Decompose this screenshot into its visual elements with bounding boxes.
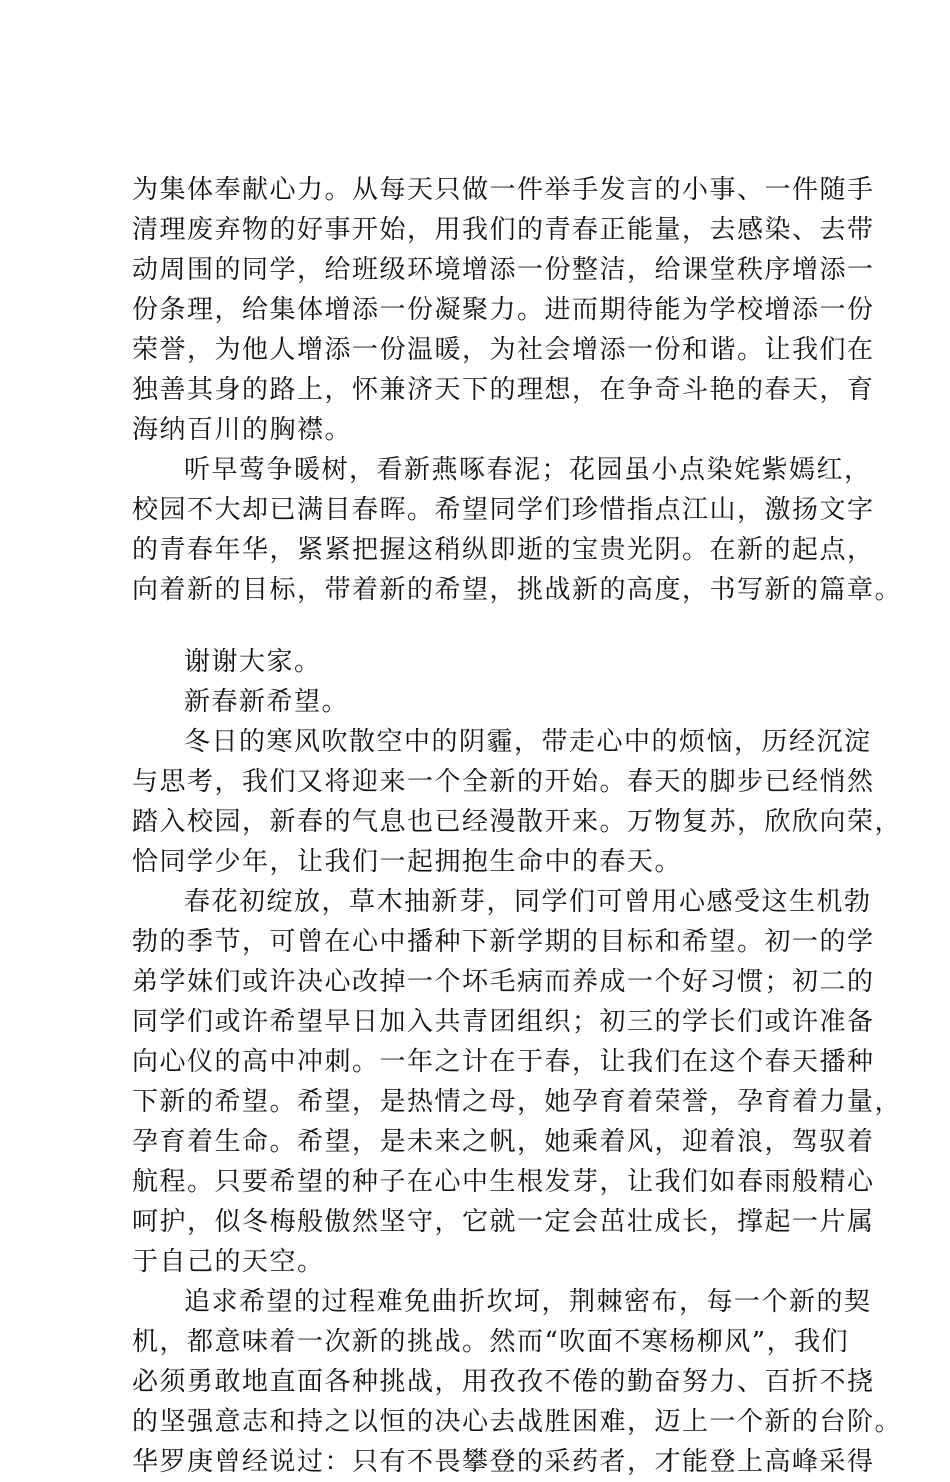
text-line: 冬日的寒风吹散空中的阴霾，带走心中的烦恼，历经沉淀: [184, 727, 872, 757]
document-page: [132, 170, 903, 1482]
text-line: 追求希望的过程难免曲折坎坷，荆棘密布，每一个新的契: [184, 1287, 872, 1317]
text-line: 恰同学少年，让我们一起拥抱生命中的春天。: [132, 847, 683, 877]
paragraph-spring-campus: [132, 450, 903, 610]
section-title: 新春新希望。: [184, 687, 350, 717]
paragraph-spacer: [132, 610, 832, 642]
text-line: 下新的希望。希望，是热情之母，她孕育着荣誉，孕育着力量，: [132, 1087, 903, 1117]
text-line: 为集体奉献心力。从每天只做一件举手发言的小事、一件随手: [132, 175, 875, 205]
closing-thanks: 谢谢大家。: [184, 647, 322, 677]
text-line: 弟学妹们或许决心改掉一个坏毛病而养成一个好习惯；初二的: [132, 967, 875, 997]
text-line: 份条理，给集体增添一份凝聚力。进而期待能为学校增添一份: [132, 295, 875, 325]
text-line: 听早莺争暖树，看新燕啄春泥；花园虽小点染姹紫嫣红，: [184, 455, 872, 485]
text-line: 的青春年华，紧紧把握这稍纵即逝的宝贵光阴。在新的起点，: [132, 535, 875, 565]
paragraph-winter-wind: [132, 722, 903, 882]
text-line: 春花初绽放，草木抽新芽，同学们可曾用心感受这生机勃: [184, 887, 872, 917]
text-line: 与思考，我们又将迎来一个全新的开始。春天的脚步已经悄然: [132, 767, 875, 797]
paragraph-pursuit-of-hope: [132, 1282, 903, 1482]
text-line: 于自己的天空。: [132, 1247, 325, 1277]
text-line: 呵护，似冬梅般傲然坚守，它就一定会茁壮成长，撑起一片属: [132, 1207, 875, 1237]
text-line: 航程。只要希望的种子在心中生根发芽，让我们如春雨般精心: [132, 1167, 875, 1197]
text-line: 荣誉，为他人增添一份温暖，为社会增添一份和谐。让我们在: [132, 335, 875, 365]
text-line: 的坚强意志和持之以恒的决心去战胜困难，迈上一个新的台阶。: [132, 1407, 903, 1437]
text-line: 清理废弃物的好事开始，用我们的青春正能量，去感染、去带: [132, 215, 875, 245]
paragraph-collective-contribution: [132, 170, 875, 450]
text-line: 校园不大却已满目春晖。希望同学们珍惜指点江山，激扬文字: [132, 495, 875, 525]
text-line: 踏入校园，新春的气息也已经漫散开来。万物复苏，欣欣向荣，: [132, 807, 903, 837]
text-line: 独善其身的路上，怀兼济天下的理想，在争奇斗艳的春天，育: [132, 375, 875, 405]
text-line: 勃的季节，可曾在心中播种下新学期的目标和希望。初一的学: [132, 927, 875, 957]
text-line: 向着新的目标，带着新的希望，挑战新的高度，书写新的篇章。: [132, 575, 903, 605]
text-line: 机，都意味着一次新的挑战。然而“吹面不寒杨柳风”，我们: [132, 1327, 850, 1357]
text-line: 同学们或许希望早日加入共青团组织；初三的学长们或许准备: [132, 1007, 875, 1037]
text-line: 海纳百川的胸襟。: [132, 415, 353, 445]
paragraph-spring-flowers: [132, 882, 903, 1282]
text-line: 动周围的同学，给班级环境增添一份整洁，给课堂秩序增添一: [132, 255, 875, 285]
text-line: 必须勇敢地直面各种挑战，用孜孜不倦的勤奋努力、百折不挠: [132, 1367, 875, 1397]
text-line: 孕育着生命。希望，是未来之帆，她乘着风，迎着浪，驾驭着: [132, 1127, 875, 1157]
text-line: 向心仪的高中冲刺。一年之计在于春，让我们在这个春天播种: [132, 1047, 875, 1077]
text-line: 华罗庚曾经说过：只有不畏攀登的采药者，才能登上高峰采得: [132, 1447, 875, 1477]
